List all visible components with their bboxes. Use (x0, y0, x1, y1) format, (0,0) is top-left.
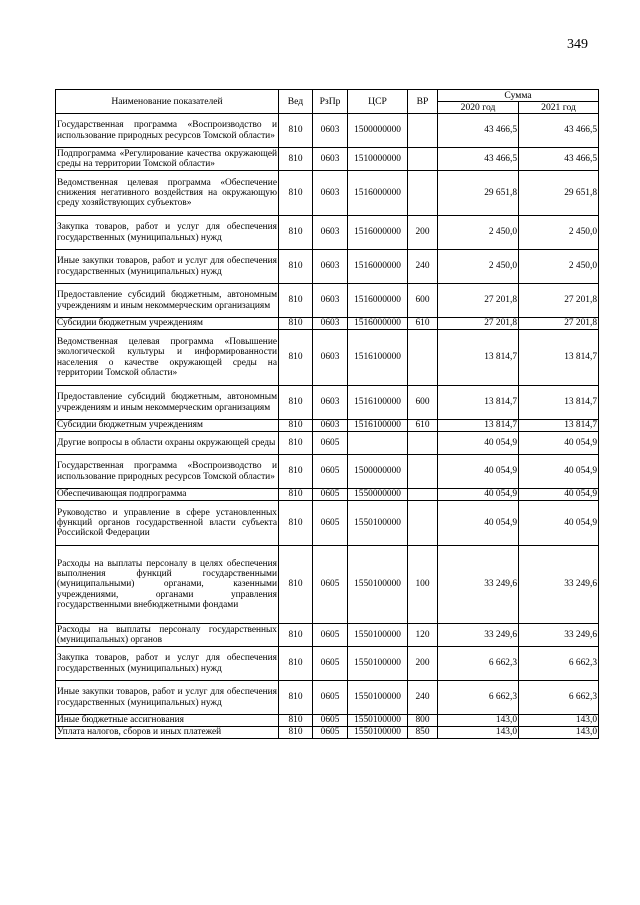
header-year-2021: 2021 год (519, 102, 599, 114)
header-vr: ВР (408, 90, 438, 114)
row-rzpr: 0603 (313, 318, 348, 330)
row-sum-2021: 33 249,6 (519, 546, 599, 624)
row-rzpr: 0605 (313, 715, 348, 727)
row-ved: 810 (279, 216, 313, 250)
row-vr: 120 (408, 624, 438, 647)
row-sum-2020: 33 249,6 (438, 624, 519, 647)
row-ved: 810 (279, 330, 313, 386)
table-row (56, 386, 599, 420)
row-sum-2020: 13 814,7 (438, 420, 519, 432)
row-sum-2021: 40 054,9 (519, 501, 599, 546)
row-ved: 810 (279, 455, 313, 489)
row-rzpr: 0605 (313, 624, 348, 647)
table-row (56, 624, 599, 647)
table-body (56, 114, 599, 739)
row-ved: 810 (279, 715, 313, 727)
row-csr: 1516000000 (348, 216, 408, 250)
row-csr: 1510000000 (348, 148, 408, 171)
row-ved: 810 (279, 284, 313, 318)
row-csr: 1500000000 (348, 114, 408, 148)
row-rzpr: 0605 (313, 681, 348, 715)
row-csr: 1550100000 (348, 624, 408, 647)
row-rzpr: 0605 (313, 455, 348, 489)
row-rzpr: 0603 (313, 420, 348, 432)
row-ved: 810 (279, 250, 313, 284)
row-sum-2021: 13 814,7 (519, 386, 599, 420)
table-row (56, 284, 599, 318)
row-rzpr: 0605 (313, 647, 348, 681)
table-row (56, 420, 599, 432)
row-name: Государственная программа «Воспроизводство и использование природных ресурсов Томской области» (56, 114, 279, 148)
row-rzpr: 0603 (313, 250, 348, 284)
row-rzpr: 0603 (313, 216, 348, 250)
row-vr (408, 432, 438, 455)
row-vr: 200 (408, 647, 438, 681)
row-ved: 810 (279, 432, 313, 455)
row-rzpr: 0605 (313, 432, 348, 455)
row-csr: 1516100000 (348, 420, 408, 432)
row-rzpr: 0603 (313, 330, 348, 386)
row-rzpr: 0605 (313, 501, 348, 546)
header-name: Наименование показателей (56, 90, 279, 114)
row-sum-2021: 29 651,8 (519, 171, 599, 216)
header-ved: Вед (279, 90, 313, 114)
row-sum-2021: 2 450,0 (519, 250, 599, 284)
row-csr: 1550100000 (348, 681, 408, 715)
row-name: Государственная программа «Воспроизводство и использование природных ресурсов Томской области» (56, 455, 279, 489)
row-csr: 1516000000 (348, 284, 408, 318)
row-name: Ведомственная целевая программа «Повышение экологической культуры и информированности населения о качестве окружающей среды на территории Томской области» (56, 330, 279, 386)
table-row (56, 148, 599, 171)
table-row (56, 455, 599, 489)
table-row (56, 489, 599, 501)
row-csr (348, 432, 408, 455)
row-sum-2021: 33 249,6 (519, 624, 599, 647)
row-csr: 1550100000 (348, 715, 408, 727)
row-ved: 810 (279, 171, 313, 216)
row-ved: 810 (279, 727, 313, 739)
row-sum-2021: 40 054,9 (519, 489, 599, 501)
row-ved: 810 (279, 420, 313, 432)
row-ved: 810 (279, 148, 313, 171)
row-sum-2020: 143,0 (438, 727, 519, 739)
row-sum-2020: 6 662,3 (438, 647, 519, 681)
row-csr: 1550100000 (348, 501, 408, 546)
row-sum-2021: 13 814,7 (519, 420, 599, 432)
row-ved: 810 (279, 501, 313, 546)
row-sum-2020: 143,0 (438, 715, 519, 727)
table-row (56, 216, 599, 250)
row-sum-2021: 143,0 (519, 727, 599, 739)
row-sum-2020: 6 662,3 (438, 681, 519, 715)
row-rzpr: 0603 (313, 386, 348, 420)
row-name: Предоставление субсидий бюджетным, автономным учреждениям и иным некоммерческим организациям (56, 284, 279, 318)
row-sum-2021: 43 466,5 (519, 148, 599, 171)
table-row (56, 250, 599, 284)
row-vr: 800 (408, 715, 438, 727)
table-row (56, 546, 599, 624)
row-ved: 810 (279, 546, 313, 624)
table-row (56, 501, 599, 546)
row-sum-2020: 13 814,7 (438, 386, 519, 420)
row-vr (408, 489, 438, 501)
header-rzpr: РзПр (313, 90, 348, 114)
row-name: Иные закупки товаров, работ и услуг для обеспечения государственных (муниципальных) нужд (56, 250, 279, 284)
row-ved: 810 (279, 489, 313, 501)
row-vr: 610 (408, 318, 438, 330)
header-sum: Сумма (438, 90, 599, 102)
row-vr (408, 501, 438, 546)
row-sum-2021: 27 201,8 (519, 318, 599, 330)
row-vr: 610 (408, 420, 438, 432)
row-name: Закупка товаров, работ и услуг для обеспечения государственных (муниципальных) нужд (56, 216, 279, 250)
row-sum-2020: 27 201,8 (438, 318, 519, 330)
row-sum-2021: 40 054,9 (519, 432, 599, 455)
table-row (56, 114, 599, 148)
table-row (56, 171, 599, 216)
row-ved: 810 (279, 647, 313, 681)
row-vr: 200 (408, 216, 438, 250)
row-vr (408, 171, 438, 216)
row-vr (408, 455, 438, 489)
row-csr: 1550000000 (348, 489, 408, 501)
header-year-2020: 2020 год (438, 102, 519, 114)
row-ved: 810 (279, 114, 313, 148)
row-csr: 1550100000 (348, 727, 408, 739)
table-row (56, 318, 599, 330)
row-sum-2020: 2 450,0 (438, 250, 519, 284)
row-csr: 1516000000 (348, 318, 408, 330)
row-sum-2020: 27 201,8 (438, 284, 519, 318)
row-vr (408, 330, 438, 386)
row-name: Другие вопросы в области охраны окружающей среды (56, 432, 279, 455)
row-name: Предоставление субсидий бюджетным, автономным учреждениям и иным некоммерческим организациям (56, 386, 279, 420)
row-vr: 600 (408, 284, 438, 318)
row-sum-2021: 27 201,8 (519, 284, 599, 318)
row-name: Расходы на выплаты персоналу в целях обеспечения выполнения функций государственными (муниципальными) органами, казенными учреждениями, органами управления государственными внебюджетными фондами (56, 546, 279, 624)
row-sum-2020: 33 249,6 (438, 546, 519, 624)
row-sum-2021: 13 814,7 (519, 330, 599, 386)
row-ved: 810 (279, 318, 313, 330)
row-sum-2020: 40 054,9 (438, 489, 519, 501)
table-row (56, 727, 599, 739)
row-sum-2021: 43 466,5 (519, 114, 599, 148)
table-row (56, 681, 599, 715)
row-vr: 600 (408, 386, 438, 420)
row-rzpr: 0603 (313, 114, 348, 148)
row-vr (408, 148, 438, 171)
row-sum-2020: 43 466,5 (438, 114, 519, 148)
row-rzpr: 0603 (313, 284, 348, 318)
row-sum-2020: 40 054,9 (438, 455, 519, 489)
row-name: Руководство и управление в сфере установленных функций органов государственной власти субъекта Российской Федерации (56, 501, 279, 546)
row-name: Иные бюджетные ассигнования (56, 715, 279, 727)
row-name: Ведомственная целевая программа «Обеспечение снижения негативного воздействия на окружающую среду хозяйствующих субъектов» (56, 171, 279, 216)
page-number: 349 (567, 37, 588, 52)
row-name: Уплата налогов, сборов и иных платежей (56, 727, 279, 739)
row-vr: 240 (408, 250, 438, 284)
row-name: Субсидии бюджетным учреждениям (56, 420, 279, 432)
row-sum-2021: 6 662,3 (519, 647, 599, 681)
row-name: Закупка товаров, работ и услуг для обеспечения государственных (муниципальных) нужд (56, 647, 279, 681)
row-csr: 1550100000 (348, 647, 408, 681)
table-row (56, 647, 599, 681)
row-vr: 100 (408, 546, 438, 624)
row-csr: 1516000000 (348, 250, 408, 284)
row-sum-2020: 43 466,5 (438, 148, 519, 171)
row-vr: 240 (408, 681, 438, 715)
row-ved: 810 (279, 386, 313, 420)
row-sum-2021: 2 450,0 (519, 216, 599, 250)
row-sum-2021: 6 662,3 (519, 681, 599, 715)
table-row (56, 715, 599, 727)
row-csr: 1516100000 (348, 386, 408, 420)
row-ved: 810 (279, 624, 313, 647)
row-rzpr: 0603 (313, 171, 348, 216)
row-sum-2020: 40 054,9 (438, 432, 519, 455)
row-ved: 810 (279, 681, 313, 715)
row-vr (408, 114, 438, 148)
budget-table (55, 89, 599, 739)
row-rzpr: 0605 (313, 546, 348, 624)
row-name: Расходы на выплаты персоналу государственных (муниципальных) органов (57, 624, 277, 645)
row-sum-2020: 40 054,9 (438, 501, 519, 546)
table-row (56, 432, 599, 455)
row-csr: 1516100000 (348, 330, 408, 386)
row-rzpr: 0605 (313, 489, 348, 501)
row-sum-2020: 2 450,0 (438, 216, 519, 250)
header-csr: ЦСР (348, 90, 408, 114)
row-rzpr: 0603 (313, 148, 348, 171)
row-rzpr: 0605 (313, 727, 348, 739)
row-sum-2021: 143,0 (519, 715, 599, 727)
row-csr: 1516000000 (348, 171, 408, 216)
row-csr: 1500000000 (348, 455, 408, 489)
row-name: Субсидии бюджетным учреждениям (56, 318, 279, 330)
row-sum-2020: 13 814,7 (438, 330, 519, 386)
row-name: Подпрограмма «Регулирование качества окружающей среды на территории Томской области» (57, 148, 277, 169)
row-name: Иные закупки товаров, работ и услуг для обеспечения государственных (муниципальных) нужд (56, 681, 279, 715)
row-sum-2020: 29 651,8 (438, 171, 519, 216)
row-vr: 850 (408, 727, 438, 739)
row-csr: 1550100000 (348, 546, 408, 624)
row-sum-2021: 40 054,9 (519, 455, 599, 489)
row-name: Обеспечивающая подпрограмма (56, 489, 279, 501)
table-row (56, 330, 599, 386)
